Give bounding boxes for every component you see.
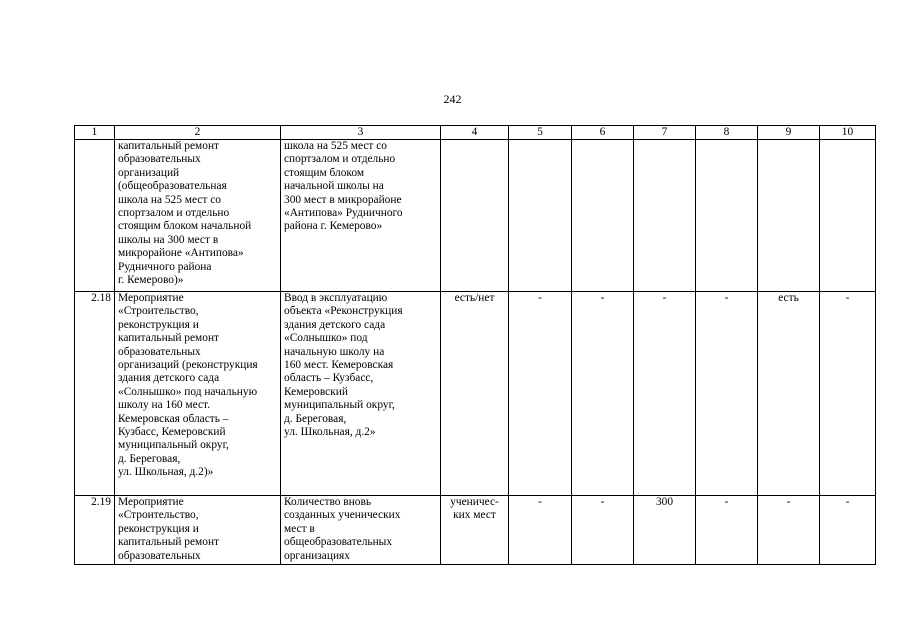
header-row [75, 126, 876, 140]
header-cell-3: 3 [281, 126, 441, 140]
value-cell-5: - [509, 292, 572, 496]
header-cell-6: 6 [572, 126, 634, 140]
measure-name: Мероприятие «Строительство, реконструкция и капитальный ремонт образовательных организаций (реконструкция здания детского сада «Солнышко» под начальную школу на 160 мест. Кемеровская область – Кузбасс, Кемеровский муниципальный округ, д. Береговая, ул. Школьная, д.2)» [115, 292, 281, 496]
header-cell-1: 1 [75, 126, 115, 140]
indicator-name: Количество вновь созданных ученических мест в общеобразовательных организациях [281, 496, 441, 565]
row-number: 2.19 [75, 496, 115, 565]
measure-name: Мероприятие «Строительство, реконструкция и капитальный ремонт образовательных [115, 496, 281, 565]
value-cell-9: есть [758, 292, 820, 496]
measure-name: капитальный ремонт образовательных организаций (общеобразовательная школа на 525 мест со спортзалом и отдельно стоящим блоком начальной школы на 300 мест в микрорайоне «Антипова» Рудничного района г. Кемерово)» [115, 140, 281, 292]
value-cell-5 [509, 140, 572, 292]
value-cell-6 [572, 140, 634, 292]
header-cell-9: 9 [758, 126, 820, 140]
value-cell-10: - [820, 496, 876, 565]
value-cell-9 [758, 140, 820, 292]
header-cell-4: 4 [441, 126, 509, 140]
table-row [75, 292, 876, 496]
value-cell-9: - [758, 496, 820, 565]
header-cell-7: 7 [634, 126, 696, 140]
data-table [74, 125, 876, 565]
value-cell-7: - [634, 292, 696, 496]
indicator-name: Ввод в эксплуатацию объекта «Реконструкция здания детского сада «Солнышко» под начальную школу на 160 мест. Кемеровская область – Кузбасс, Кемеровский муниципальный округ, д. Береговая, ул. Школьная, д.2» [281, 292, 441, 496]
row-number: 2.18 [75, 292, 115, 496]
value-cell-8 [696, 140, 758, 292]
value-cell-7: 300 [634, 496, 696, 565]
page-number: 242 [443, 92, 462, 106]
table-row [75, 140, 876, 292]
header-cell-5: 5 [509, 126, 572, 140]
unit-cell [441, 140, 509, 292]
value-cell-6: - [572, 496, 634, 565]
header-cell-10: 10 [820, 126, 876, 140]
header-cell-2: 2 [115, 126, 281, 140]
table-row [75, 496, 876, 565]
unit-cell: ученичес- ких мест [441, 496, 509, 565]
value-cell-7 [634, 140, 696, 292]
indicator-name: школа на 525 мест со спортзалом и отдельно стоящим блоком начальной школы на 300 мест в микрорайоне «Антипова» Рудничного района г. Кемерово» [281, 140, 441, 292]
value-cell-6: - [572, 292, 634, 496]
header-cell-8: 8 [696, 126, 758, 140]
value-cell-8: - [696, 292, 758, 496]
value-cell-8: - [696, 496, 758, 565]
value-cell-5: - [509, 496, 572, 565]
row-number [75, 140, 115, 292]
unit-cell: есть/нет [441, 292, 509, 496]
value-cell-10: - [820, 292, 876, 496]
value-cell-10 [820, 140, 876, 292]
